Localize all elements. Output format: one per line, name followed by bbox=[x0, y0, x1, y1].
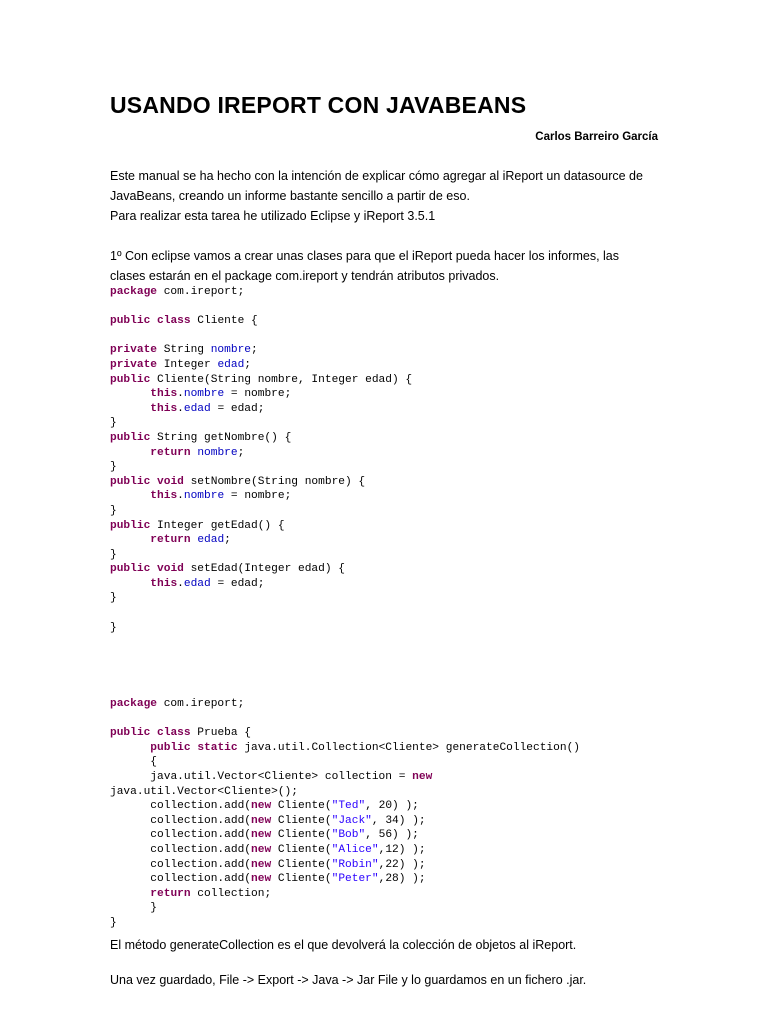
code-token: Cliente(String nombre, Integer edad) { bbox=[150, 373, 413, 386]
code-line bbox=[110, 549, 117, 561]
code-token-kw: new bbox=[251, 858, 272, 871]
code-line bbox=[110, 388, 291, 400]
code-token-kw: package bbox=[110, 698, 157, 710]
code-line bbox=[110, 476, 365, 488]
code-token: , 56) ); bbox=[365, 829, 419, 842]
code-token: = edad; bbox=[210, 577, 265, 590]
code-line bbox=[110, 505, 117, 517]
code-token-kw: private bbox=[110, 344, 157, 357]
code-token-fld: nombre bbox=[183, 388, 225, 401]
code-token-kw: public bbox=[110, 563, 151, 576]
code-token-kw: package bbox=[110, 286, 157, 298]
code-line bbox=[110, 771, 432, 783]
code-token: setNombre(String nombre) { bbox=[183, 475, 366, 488]
code-token: } bbox=[110, 592, 117, 605]
code-token: } bbox=[110, 548, 117, 561]
code-line bbox=[110, 859, 426, 871]
code-token-kw: return bbox=[150, 887, 191, 900]
code-token-kw: public bbox=[110, 475, 151, 488]
code-token: Prueba { bbox=[190, 727, 252, 740]
code-token: } bbox=[110, 916, 117, 929]
code-token: Cliente( bbox=[271, 843, 332, 856]
code-line bbox=[110, 563, 345, 575]
intro-paragraph bbox=[110, 166, 643, 226]
code-token: Cliente( bbox=[271, 873, 332, 886]
code-line bbox=[110, 417, 117, 429]
code-token-kw: new bbox=[251, 873, 272, 886]
code-token: } bbox=[110, 621, 117, 634]
code-line bbox=[110, 622, 117, 634]
code-line bbox=[110, 461, 117, 473]
outro-line-1: El método generateCollection es el que devolverá la colección de objetos al iReport. bbox=[110, 938, 577, 952]
code-token-fld: edad bbox=[197, 534, 225, 547]
code-line bbox=[110, 727, 251, 739]
code-token bbox=[150, 476, 157, 488]
code-token-kw: static bbox=[197, 741, 238, 754]
step1-line-2: clases estarán en el package com.ireport y tendrán atributos privados. bbox=[110, 269, 500, 283]
code-token bbox=[150, 563, 157, 575]
outro-line-2: Una vez guardado, File -> Export -> Java -> Jar File y lo guardamos en un fichero .jar. bbox=[110, 973, 587, 987]
code-line bbox=[110, 873, 426, 885]
code-token-kw: this bbox=[150, 490, 178, 503]
code-line bbox=[110, 534, 231, 546]
code-token: Cliente( bbox=[271, 829, 332, 842]
code-token: Cliente( bbox=[271, 858, 332, 871]
code-token-kw: private bbox=[110, 358, 157, 371]
code-line bbox=[110, 359, 251, 371]
code-token: collection.add( bbox=[110, 858, 252, 871]
code-line bbox=[110, 815, 426, 827]
code-block-prueba bbox=[110, 697, 580, 931]
code-token bbox=[110, 742, 150, 754]
code-line bbox=[110, 578, 264, 590]
code-line bbox=[110, 374, 412, 386]
author-name: Carlos Barreiro García bbox=[535, 131, 658, 143]
code-line bbox=[110, 844, 426, 856]
intro-line-1: Este manual se ha hecho con la intención de explicar cómo agregar al iReport un datasource de bbox=[110, 169, 643, 183]
code-token-kw: public bbox=[110, 519, 151, 532]
code-line bbox=[110, 917, 117, 929]
code-token: . bbox=[177, 577, 184, 590]
code-line bbox=[110, 829, 419, 841]
code-token: = nombre; bbox=[224, 388, 292, 401]
code-line bbox=[110, 786, 298, 798]
code-token: java.util.Vector<Cliente>(); bbox=[110, 785, 298, 798]
code-token-fld: nombre bbox=[197, 446, 238, 459]
code-token-kw: void bbox=[157, 475, 184, 488]
code-token: . bbox=[177, 388, 184, 401]
code-token-kw: public bbox=[150, 741, 191, 754]
code-token bbox=[110, 888, 150, 900]
code-block-cliente bbox=[110, 285, 412, 635]
code-token: } bbox=[110, 902, 158, 915]
code-line bbox=[110, 756, 157, 768]
code-token: } bbox=[110, 461, 117, 474]
code-token: java.util.Collection<Cliente> generateCollection() bbox=[237, 741, 581, 754]
code-line bbox=[110, 286, 244, 298]
code-token: String bbox=[157, 344, 211, 357]
code-token: java.util.Vector<Cliente> collection = bbox=[110, 770, 413, 783]
code-token: String getNombre() { bbox=[150, 431, 292, 444]
code-token bbox=[150, 727, 157, 739]
code-token-str: "Jack" bbox=[331, 814, 372, 827]
code-token-kw: class bbox=[157, 727, 191, 740]
document-title: USANDO IREPORT CON JAVABEANS bbox=[110, 92, 527, 118]
code-line bbox=[110, 888, 271, 900]
code-token-fld: edad bbox=[183, 577, 211, 590]
code-token: = nombre; bbox=[224, 490, 292, 503]
step1-line-1: 1º Con eclipse vamos a crear unas clases para que el iReport pueda hacer los informes, las bbox=[110, 249, 619, 263]
code-line bbox=[110, 344, 258, 356]
code-token: } bbox=[110, 417, 117, 430]
code-token: setEdad(Integer edad) { bbox=[183, 563, 346, 576]
code-line bbox=[110, 447, 244, 459]
code-token-fld: nombre bbox=[183, 490, 225, 503]
code-token-kw: void bbox=[157, 563, 184, 576]
code-token-kw: new bbox=[251, 829, 272, 842]
code-token-kw: this bbox=[150, 577, 178, 590]
code-token-fld: edad bbox=[183, 402, 211, 415]
code-token-kw: return bbox=[150, 534, 191, 547]
code-token bbox=[110, 490, 150, 502]
code-token: } bbox=[110, 504, 117, 517]
code-token: com.ireport; bbox=[157, 698, 245, 710]
step1-paragraph bbox=[110, 246, 619, 286]
code-token: . bbox=[177, 402, 184, 415]
code-token: collection.add( bbox=[110, 800, 252, 813]
code-token: ,12) ); bbox=[378, 843, 426, 856]
code-token: , 20) ); bbox=[365, 800, 419, 813]
code-token bbox=[110, 534, 150, 546]
intro-line-2: JavaBeans, creando un informe bastante sencillo a partir de eso. bbox=[110, 189, 470, 203]
code-token bbox=[110, 447, 150, 459]
code-token-kw: this bbox=[150, 402, 178, 415]
code-token: collection.add( bbox=[110, 843, 252, 856]
code-line bbox=[110, 315, 258, 327]
code-token: Cliente { bbox=[190, 315, 258, 328]
code-line bbox=[110, 742, 580, 754]
code-line bbox=[110, 698, 244, 710]
code-line bbox=[110, 902, 157, 914]
code-token: collection.add( bbox=[110, 814, 252, 827]
code-token: Integer bbox=[157, 358, 218, 371]
code-token-kw: new bbox=[251, 843, 272, 856]
code-token-kw: return bbox=[150, 446, 191, 459]
code-token: collection.add( bbox=[110, 873, 252, 886]
code-token: ; bbox=[251, 344, 258, 357]
code-token-kw: new bbox=[251, 814, 272, 827]
code-token: . bbox=[177, 490, 184, 503]
code-token-str: "Bob" bbox=[331, 829, 366, 842]
code-token-fld: edad bbox=[217, 358, 245, 371]
code-token: Integer getEdad() { bbox=[150, 519, 285, 532]
code-token-kw: public bbox=[110, 727, 151, 740]
code-token-kw: public bbox=[110, 431, 151, 444]
code-token bbox=[110, 578, 150, 590]
code-token-str: "Peter" bbox=[331, 873, 379, 886]
code-token: ; bbox=[244, 358, 252, 371]
code-token-kw: new bbox=[412, 770, 433, 783]
code-token: com.ireport; bbox=[157, 286, 245, 298]
code-line bbox=[110, 403, 264, 415]
code-token: collection; bbox=[190, 887, 272, 900]
code-token-kw: class bbox=[157, 315, 191, 328]
code-token: { bbox=[110, 756, 158, 769]
code-token-kw: this bbox=[150, 388, 178, 401]
code-token bbox=[150, 315, 157, 327]
code-token: Cliente( bbox=[271, 800, 332, 813]
code-line bbox=[110, 490, 291, 502]
code-line bbox=[110, 592, 117, 604]
code-token-kw: new bbox=[251, 800, 272, 813]
code-token: Cliente( bbox=[271, 814, 332, 827]
code-line bbox=[110, 800, 419, 812]
intro-line-3: Para realizar esta tarea he utilizado Eclipse y iReport 3.5.1 bbox=[110, 209, 436, 223]
code-token: ; bbox=[237, 446, 245, 459]
code-token-str: "Ted" bbox=[331, 800, 366, 813]
code-token: , 34) ); bbox=[371, 814, 426, 827]
code-token-str: "Alice" bbox=[331, 843, 379, 856]
code-token-kw: public bbox=[110, 315, 151, 328]
code-token: ,22) ); bbox=[378, 858, 426, 871]
code-token-kw: public bbox=[110, 373, 151, 386]
code-token bbox=[110, 403, 150, 415]
code-token-str: "Robin" bbox=[331, 858, 379, 871]
code-token: ; bbox=[224, 534, 231, 547]
code-line bbox=[110, 432, 291, 444]
code-token-fld: nombre bbox=[210, 344, 252, 357]
code-token: = edad; bbox=[210, 402, 265, 415]
code-token bbox=[110, 388, 150, 400]
code-line bbox=[110, 520, 285, 532]
code-token: collection.add( bbox=[110, 829, 252, 842]
code-token: ,28) ); bbox=[378, 873, 426, 886]
